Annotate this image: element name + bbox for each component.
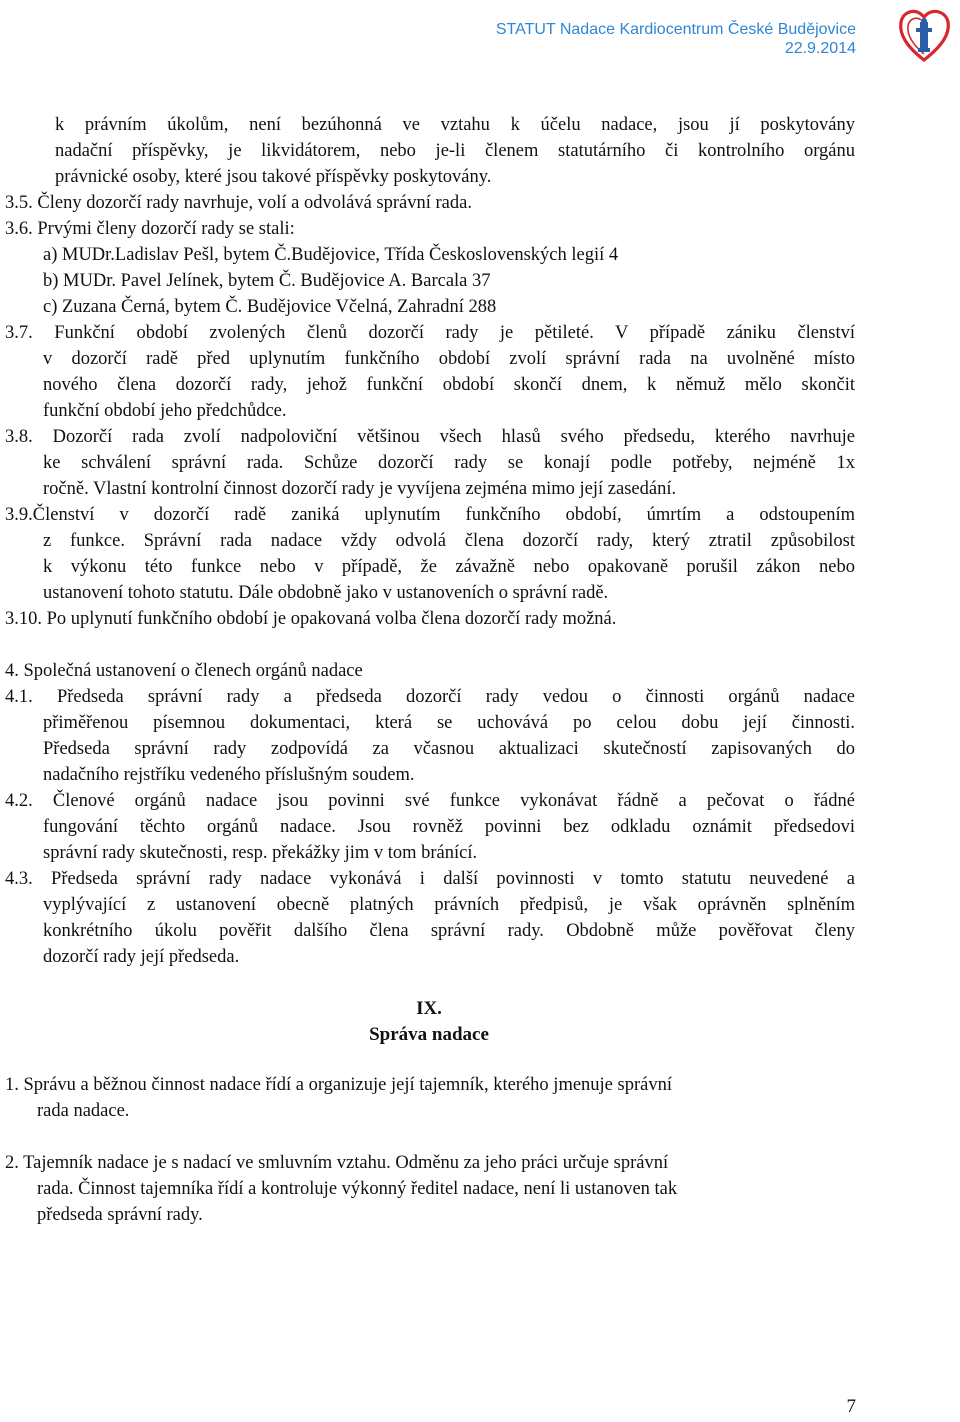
- text-line: 4.2. Členové orgánů nadace jsou povinni své funkce vykonávat řádně a pečovat o řádné: [5, 791, 855, 811]
- text-line: nadačního rejstříku vedeného příslušným soudem.: [43, 765, 415, 785]
- header-date: 22.9.2014: [784, 40, 856, 57]
- text-line: 3.7. Funkční období zvolených členů dozorčí rady je pětileté. V případě zániku členství: [5, 323, 855, 343]
- page-number: 7: [846, 1396, 856, 1417]
- text-line: nadační příspěvky, je likvidátorem, nebo je-li členem statutárního či kontrolního orgánu: [55, 141, 855, 161]
- list-item-continuation: rada nadace.: [37, 1101, 130, 1121]
- header-title: STATUT Nadace Kardiocentrum České Budějovice: [495, 21, 856, 38]
- list-item: b) MUDr. Pavel Jelínek, bytem Č. Budějovice A. Barcala 37: [43, 271, 491, 291]
- text-line: správní rady skutečnosti, resp. překážky jim v tom bránící.: [43, 843, 478, 863]
- list-item: a) MUDr.Ladislav Pešl, bytem Č.Budějovice, Třída Československých legií 4: [43, 245, 619, 265]
- text-line: ke schválení správní rada. Schůze dozorčí rady se konají podle potřeby, nejméně 1x: [43, 453, 855, 473]
- text-line: ročně. Vlastní kontrolní činnost dozorčí rady je vyvíjena zejména mimo její zasedání.: [43, 479, 677, 499]
- text-line: k výkonu této funkce nebo v případě, že závažně nebo opakovaně porušil zákon nebo: [43, 557, 855, 577]
- text-line: 3.5. Členy dozorčí rady navrhuje, volí a odvolává správní rada.: [5, 193, 472, 213]
- text-line: 4.1. Předseda správní rady a předseda dozorčí rady vedou o činnosti orgánů nadace: [5, 687, 855, 707]
- text-line: fungování těchto orgánů nadace. Jsou rovněž povinni bez odkladu oznámit předsedovi: [43, 817, 855, 837]
- text-line: Předseda správní rady zodpovídá za včasnou aktualizaci skutečností zapisovaných do: [43, 739, 855, 759]
- section-title: Správa nadace: [369, 1024, 489, 1045]
- text-line: funkční období jeho předchůdce.: [43, 401, 287, 421]
- text-line: právnické osoby, které jsou takové příspěvky poskytovány.: [55, 167, 492, 187]
- text-line: nového člena dozorčí rady, jehož funkční období skončí dnem, k němuž mělo skončit: [43, 375, 855, 395]
- list-item: c) Zuzana Černá, bytem Č. Budějovice Včelná, Zahradní 288: [43, 297, 497, 317]
- section-heading: 4. Společná ustanovení o členech orgánů nadace: [5, 661, 363, 681]
- text-line: vyplývající z ustanovení obecně platných právních předpisů, je však oprávněn splněním: [43, 895, 855, 915]
- section-number: IX.: [416, 998, 442, 1019]
- text-line: konkrétního úkolu pověřit dalšího člena správní rady. Obdobně může pověřovat členy: [43, 921, 855, 941]
- list-item: 2. Tajemník nadace je s nadací ve smluvním vztahu. Odměnu za jeho práci určuje správní: [5, 1153, 669, 1173]
- text-line: z funkce. Správní rada nadace vždy odvolá člena dozorčí rady, který ztratil způsobilost: [43, 531, 855, 551]
- text-line: k právním úkolům, není bezúhonná ve vztahu k účelu nadace, jsou jí poskytovány: [55, 115, 855, 135]
- heart-logo-icon: [896, 2, 952, 68]
- text-line: ustanovení tohoto statutu. Dále obdobně jako v ustanoveních o správní radě.: [43, 583, 609, 603]
- text-line: přiměřenou písemnou dokumentaci, která se uchovává po celou dobu její činnosti.: [43, 713, 855, 733]
- list-item: 1. Správu a běžnou činnost nadace řídí a organizuje její tajemník, kterého jmenuje správní: [5, 1075, 672, 1095]
- text-line: 3.10. Po uplynutí funkčního období je opakovaná volba člena dozorčí rady možná.: [5, 609, 617, 629]
- text-line: 4.3. Předseda správní rady nadace vykonává i další povinnosti v tomto statutu neuvedené a: [5, 869, 855, 889]
- list-item-continuation: rada. Činnost tajemníka řídí a kontroluje výkonný ředitel nadace, není li ustanoven tak: [37, 1179, 678, 1199]
- text-line: 3.6. Prvými členy dozorčí rady se stali:: [5, 219, 295, 239]
- text-line: 3.9.Členství v dozorčí radě zaniká uplynutím funkčního období, úmrtím a odstoupením: [5, 505, 855, 525]
- text-line: 3.8. Dozorčí rada zvolí nadpoloviční většinou všech hlasů svého předsedu, kterého navrhuje: [5, 427, 855, 447]
- text-line: v dozorčí radě před uplynutím funkčního období zvolí správní rada na uvolněné místo: [43, 349, 855, 369]
- list-item-continuation: předseda správní rady.: [37, 1205, 203, 1225]
- header-text: [496, 20, 856, 58]
- text-line: dozorčí rady její předseda.: [43, 947, 240, 967]
